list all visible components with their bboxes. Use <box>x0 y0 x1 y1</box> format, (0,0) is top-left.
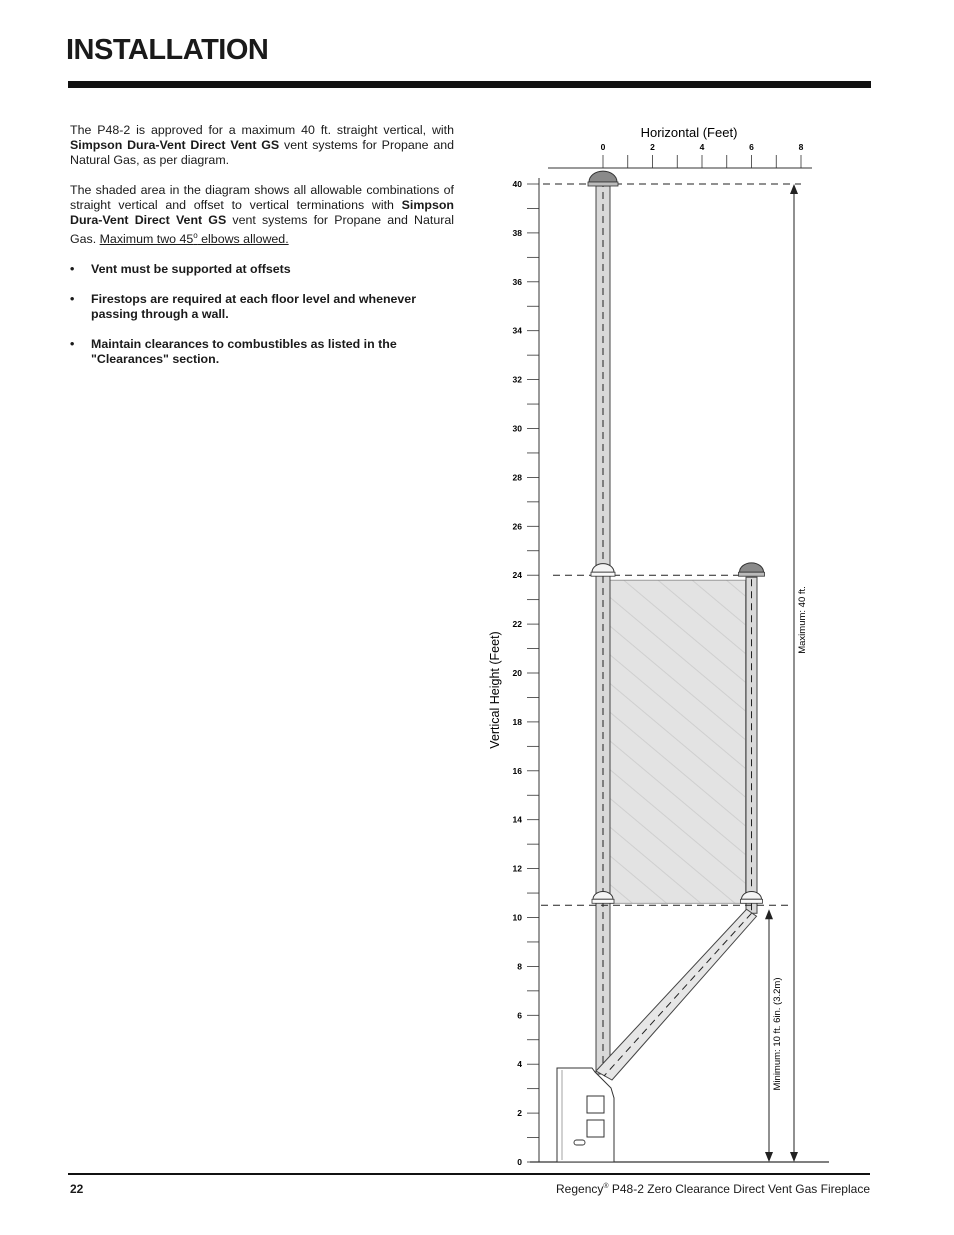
y-tick-label: 12 <box>512 863 522 874</box>
y-tick-label: 4 <box>517 1059 522 1070</box>
y-tick-label: 38 <box>512 227 522 238</box>
y-tick-label: 22 <box>512 619 522 630</box>
intro-p2-text: The shaded area in the diagram shows all allowable combinations of straight vertical and offset to vertical terminations with <box>70 183 454 212</box>
degree-mark: o <box>193 231 198 240</box>
min-height-dimension <box>765 909 783 1162</box>
instruction-text <box>70 123 454 382</box>
intro-paragraph-1 <box>70 123 454 168</box>
elbow-base <box>592 899 614 903</box>
cap-base <box>588 182 618 186</box>
intro-p2-brand: Simpson Dura-Vent Direct Vent GS <box>70 198 454 227</box>
y-tick-label: 30 <box>512 423 522 434</box>
fireplace-control-panel-bottom <box>587 1120 604 1137</box>
y-axis-ticks <box>513 179 539 1167</box>
allowable-area <box>610 580 746 903</box>
x-tick-label: 6 <box>749 142 754 152</box>
intro-p1-brand: Simpson Dura-Vent Direct Vent GS <box>70 138 280 152</box>
elbows-note <box>100 232 289 246</box>
max-arrow-head-bottom <box>790 1152 798 1162</box>
min-height-label: Minimum: 10 ft. 6in. (3.2m) <box>772 977 783 1091</box>
x-tick-label: 2 <box>650 142 655 152</box>
footer-product: P48-2 Zero Clearance Direct Vent Gas Fireplace <box>608 1182 870 1196</box>
x-tick-label: 0 <box>600 142 606 152</box>
elbow-base <box>591 572 615 576</box>
cap-dome <box>589 171 617 182</box>
y-tick-label: 6 <box>517 1010 522 1021</box>
registered-mark: ® <box>603 1183 609 1190</box>
x-axis-ticks <box>601 142 804 168</box>
intro-p1-text: The P48-2 is approved for a maximum 40 ft. straight vertical, with <box>70 123 454 137</box>
header-rule <box>68 81 871 88</box>
max-arrow-head-top <box>790 184 798 194</box>
y-tick-label: 10 <box>512 912 522 923</box>
fireplace-unit <box>557 1068 614 1162</box>
list-item: • Vent must be supported at offsets <box>70 262 454 277</box>
y-tick-label: 26 <box>512 521 522 532</box>
min-arrow-head-bottom <box>765 1152 773 1162</box>
elbows-note-text: Maximum two 45 <box>99 232 194 247</box>
y-tick-label: 20 <box>512 668 522 678</box>
y-tick-label: 40 <box>512 179 522 189</box>
y-axis-label: Vertical Height (Feet) <box>488 631 502 749</box>
y-tick-label: 14 <box>512 814 522 825</box>
y-tick-label: 34 <box>512 325 522 336</box>
y-tick-label: 0 <box>517 1157 522 1167</box>
y-tick-label: 32 <box>512 374 522 385</box>
intro-p2-text-end: vent systems for Propane and Natural Gas. <box>70 213 454 247</box>
max-height-label: Maximum: 40 ft. <box>797 586 808 654</box>
fireplace-control-panel-top <box>587 1096 604 1113</box>
y-tick-label: 8 <box>517 961 522 972</box>
elbows-note-text-end: elbows allowed. <box>197 232 289 247</box>
y-tick-label: 2 <box>517 1108 522 1119</box>
list-item: • Firestops are required at each floor level and whenever passing through a wall. <box>70 292 454 322</box>
venting-diagram <box>480 120 840 1170</box>
termination-cap <box>588 171 618 186</box>
y-tick-label: 18 <box>512 716 522 727</box>
y-tick-label: 24 <box>512 570 522 581</box>
requirements-list <box>70 262 454 367</box>
y-tick-label: 28 <box>512 472 522 483</box>
elbow-base <box>741 899 763 903</box>
page-title: INSTALLATION <box>66 34 269 66</box>
x-tick-label: 4 <box>699 142 705 152</box>
elbow-dome <box>592 564 614 573</box>
max-height-dimension <box>790 184 808 1162</box>
y-tick-label: 16 <box>512 765 522 776</box>
fireplace-body <box>557 1068 614 1162</box>
y-tick-label: 36 <box>512 276 522 287</box>
footer-rule <box>68 1173 870 1175</box>
cap-base <box>739 572 765 576</box>
x-tick-label: 8 <box>798 142 804 152</box>
list-item: • Maintain clearances to combustibles as listed in the "Clearances" section. <box>70 337 454 367</box>
cap-dome <box>740 563 764 572</box>
footer-brand: Regency <box>556 1182 604 1196</box>
intro-paragraph-2 <box>70 183 454 247</box>
fireplace-knob <box>574 1140 585 1145</box>
x-axis-label: Horizontal (Feet) <box>640 125 738 140</box>
min-arrow-head-top <box>765 909 773 919</box>
elbow-marker <box>591 564 615 577</box>
page-number: 22 <box>70 1182 84 1196</box>
termination-cap <box>739 563 765 576</box>
intro-p1-text-end: vent systems for Propane and Natural Gas, as per diagram. <box>70 138 454 167</box>
footer-product-title <box>556 1182 870 1196</box>
